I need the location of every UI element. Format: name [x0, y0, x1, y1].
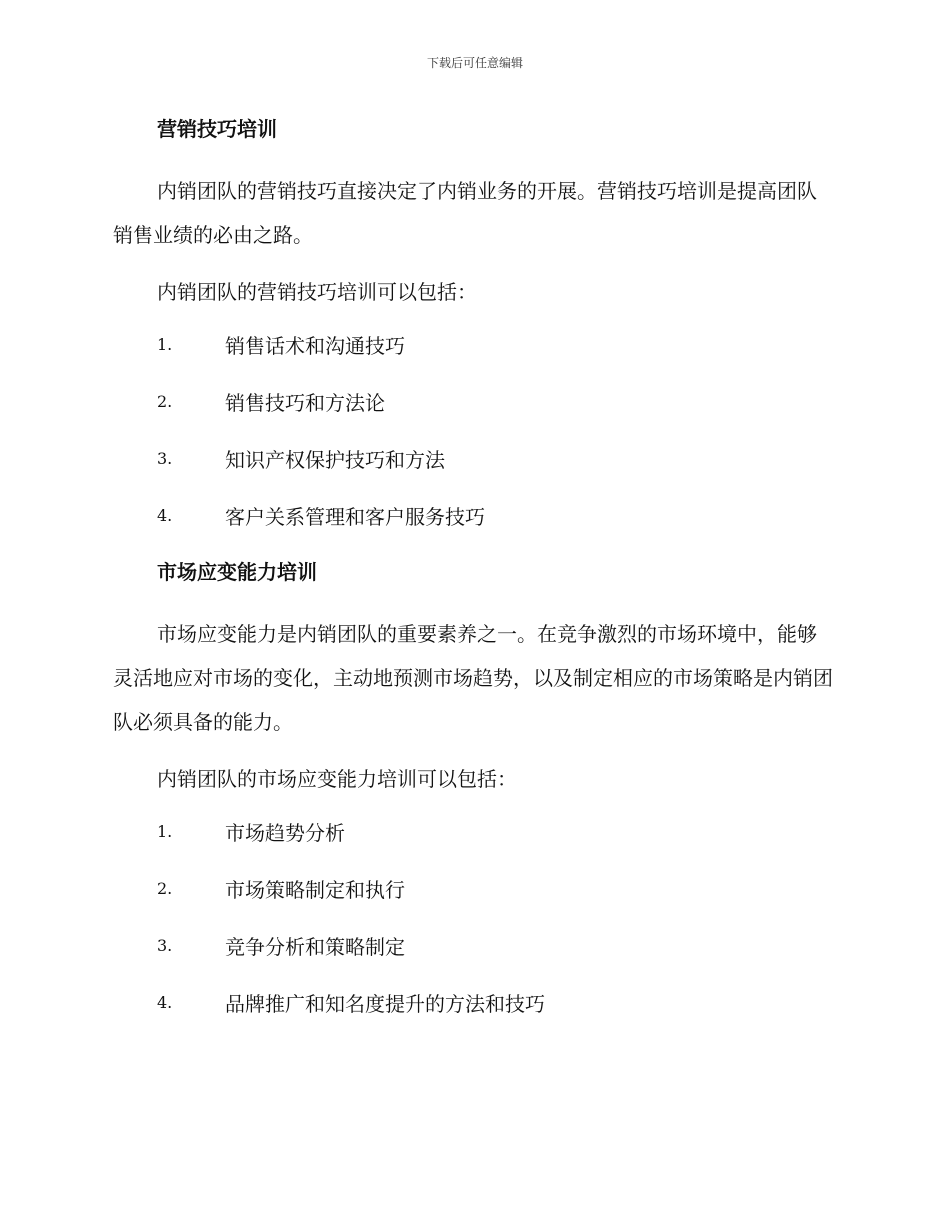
list-text: 知识产权保护技巧和方法: [225, 447, 445, 472]
header-note: 下载后可任意编辑: [426, 56, 523, 70]
section-heading-marketing-skills: 营销技巧培训: [157, 117, 277, 141]
list-number: 1.: [157, 821, 173, 841]
list-number: 2.: [157, 391, 173, 411]
section-heading-market-adaptability: 市场应变能力培训: [157, 560, 317, 584]
list-number: 2.: [157, 878, 173, 898]
list-text: 销售话术和沟通技巧: [225, 333, 405, 358]
list-item: [113, 928, 835, 962]
list-text: 市场趋势分析: [225, 820, 345, 845]
list-number: 3.: [157, 935, 173, 955]
section-intro: 内销团队的营销技巧培训可以包括：: [157, 280, 477, 304]
document-content: [113, 112, 835, 1042]
list-item: [113, 871, 835, 905]
list-number: 1.: [157, 334, 173, 354]
list-item: [113, 441, 835, 475]
list-item: [113, 985, 835, 1019]
list-item: [113, 498, 835, 532]
list-number: 4.: [157, 992, 173, 1012]
section-paragraph: 市场应变能力是内销团队的重要素养之一。在竞争激烈的市场环境中，能够灵活地应对市场的变化，主动地预测市场趋势，以及制定相应的市场策略是内销团队必须具备的能力。: [113, 622, 833, 734]
list-number: 3.: [157, 448, 173, 468]
list-item: [113, 327, 835, 361]
list-text: 销售技巧和方法论: [225, 390, 385, 415]
list-text: 客户关系管理和客户服务技巧: [225, 504, 485, 529]
list-text: 市场策略制定和执行: [225, 877, 405, 902]
list-item: [113, 384, 835, 418]
list-number: 4.: [157, 505, 173, 525]
list-text: 竞争分析和策略制定: [225, 934, 405, 959]
section-paragraph: 内销团队的营销技巧直接决定了内销业务的开展。营销技巧培训是提高团队销售业绩的必由之路。: [113, 179, 817, 247]
list-text: 品牌推广和知名度提升的方法和技巧: [225, 991, 545, 1016]
training-list-market: [113, 814, 835, 1019]
list-item: [113, 814, 835, 848]
section-intro: 内销团队的市场应变能力培训可以包括：: [157, 767, 517, 791]
training-list-marketing: [113, 327, 835, 532]
